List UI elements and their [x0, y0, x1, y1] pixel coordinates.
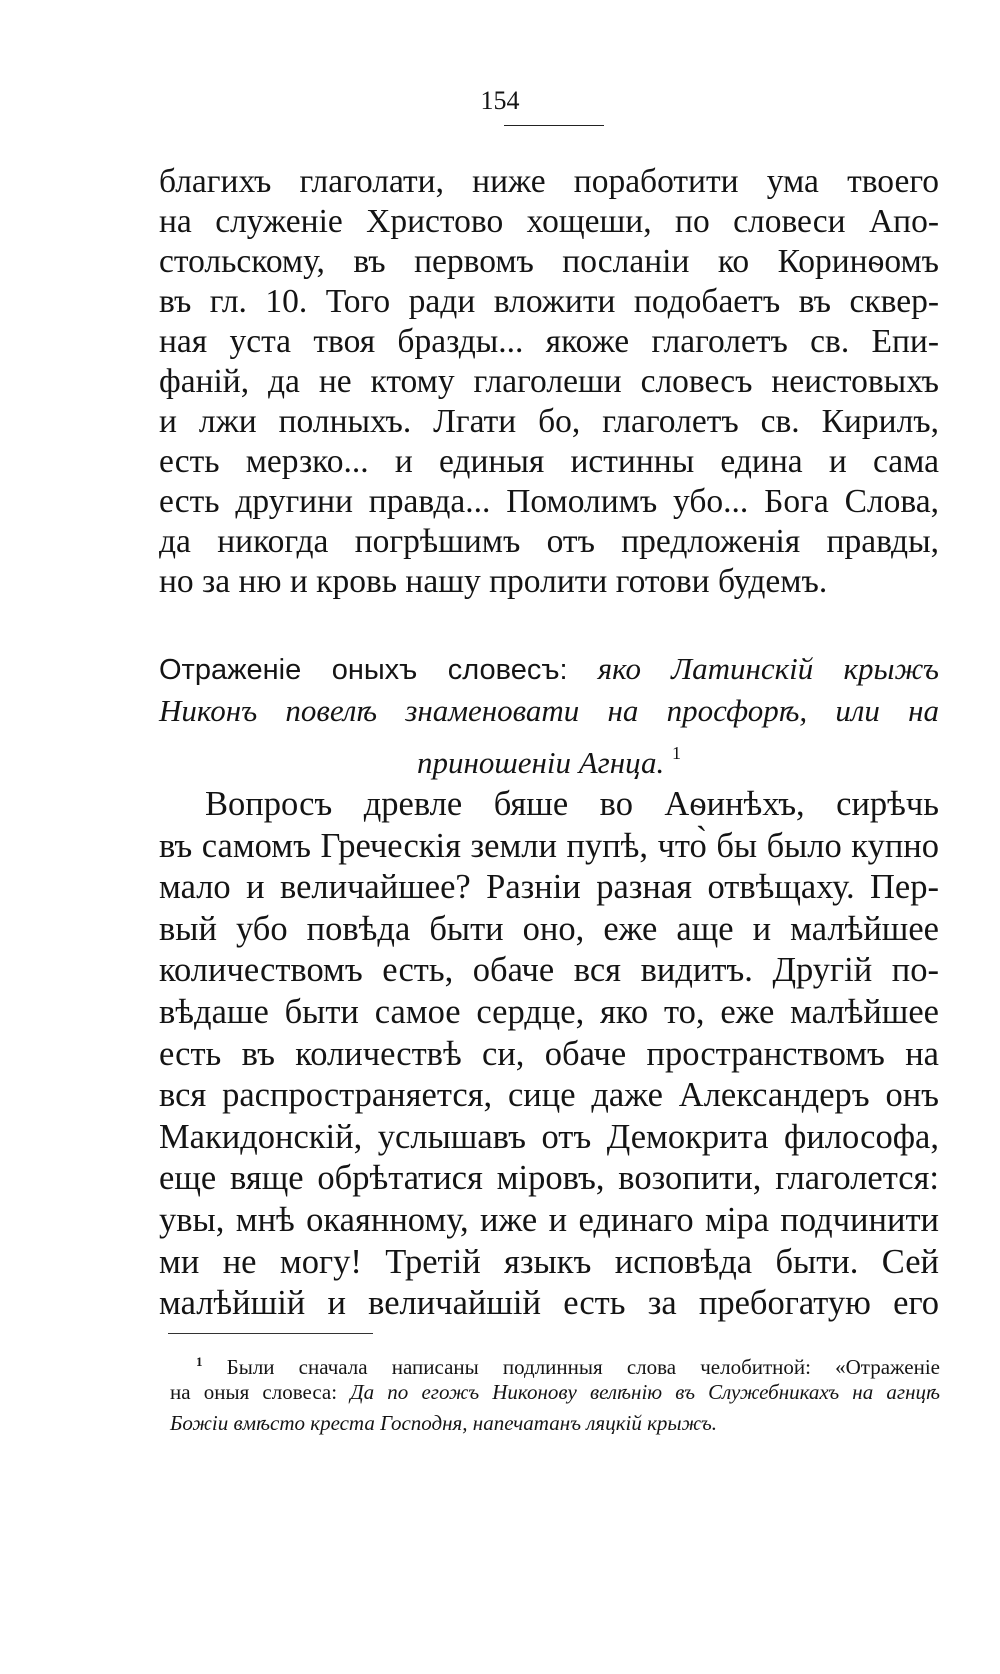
text-line: Вопросъ древле бяше во Аѳинѣхъ, сирѣчь — [205, 785, 939, 823]
footnote-italic: Да по егожъ Никонову велѣнію въ Служебникахъ на агнцѣ — [350, 1380, 940, 1404]
footnote-line — [170, 1346, 940, 1377]
paragraph-1 — [159, 162, 939, 602]
text-line: ми не могу! Третій языкъ исповѣда быти. Сей — [159, 1242, 939, 1281]
page-number: 154 — [480, 86, 520, 115]
footnote-text: на оныя словеса: — [170, 1380, 338, 1404]
text-line: мало и величайшее? Разніи разная отвѣщаху. Пер- — [159, 868, 939, 907]
text-line: есть мерзко... и единыя истинны едина и сама — [159, 443, 939, 480]
heading-lead: Отраженіе оныхъ словесъ: — [159, 654, 568, 686]
footnote-reference[interactable]: 1 — [672, 743, 682, 763]
heading-line: Никонъ повелѣ знаменовати на просфорѣ, или на — [159, 693, 939, 728]
text-line: на служеніе Христово хощеши, по словеси Апо- — [159, 203, 939, 240]
text-line: ная уста твоя бразды... якоже глаголетъ св. Епи- — [159, 323, 939, 360]
text-line: есть другини правда... Помолимъ убо... Бога Слова, — [159, 483, 939, 520]
footnote-rule — [168, 1333, 373, 1334]
footnote-line — [170, 1377, 940, 1408]
footnote-text: Были сначала написаны подлинныя слова челобитной: «Отраженіе — [226, 1355, 941, 1379]
text-line: въ самомъ Греческія земли пупѣ, что̀ бы было купно — [159, 826, 939, 865]
text-line: и лжи полныхъ. Лгати бо, глаголетъ св. Кирилъ, — [159, 403, 939, 440]
text-line: малѣйшій и величайшій есть за пребогатую его — [159, 1284, 939, 1323]
heading-italic: приношеніи Агнца. — [416, 745, 665, 780]
heading-line — [159, 648, 939, 690]
text-line: да никогда погрѣшимъ отъ предложенія правды, — [159, 523, 939, 560]
text-line: въ гл. 10. Того ради вложити подобаетъ въ сквер- — [159, 283, 939, 320]
text-line: благихъ глаголати, ниже поработити ума твоего — [159, 163, 939, 200]
text-line: вый убо повѣда быти оно, еже аще и малѣйшее — [159, 909, 939, 948]
section-heading — [159, 648, 939, 780]
text-line: количествомъ есть, обаче вся видитъ. Другій по- — [159, 951, 939, 990]
heading-italic: яко Латинскій крыжъ — [597, 651, 939, 686]
page-number-rule — [504, 125, 604, 126]
footnote — [170, 1346, 940, 1439]
text-line: вся распространяется, сице даже Александеръ онъ — [159, 1076, 939, 1115]
paragraph-2 — [159, 784, 939, 1325]
text-line: фаній, да не ктому глаголеши словесъ неистовыхъ — [159, 363, 939, 400]
footnote-line: Божіи вмѣсто креста Господня, напечатанъ ляцкій крыжъ. — [170, 1411, 718, 1435]
text-line: но за ню и кровь нашу пролити готови будемъ. — [159, 563, 828, 600]
heading-line — [159, 732, 939, 780]
footnote-marker: 1 — [196, 1354, 203, 1369]
text-line: стольскому, въ первомъ посланіи ко Коринѳомъ — [159, 243, 939, 280]
text-line: вѣдаше быти самое сердце, яко то, еже малѣйшее — [159, 992, 939, 1031]
text-line: увы, мнѣ окаянному, иже и единаго міра подчинити — [159, 1200, 939, 1239]
text-line: еще вяще обрѣтатися міровъ, возопити, глаголется: — [159, 1159, 939, 1198]
text-line: Макидонскій, услышавъ отъ Демокрита философа, — [159, 1117, 939, 1156]
text-line: есть въ количествѣ си, обаче пространствомъ на — [159, 1034, 939, 1073]
